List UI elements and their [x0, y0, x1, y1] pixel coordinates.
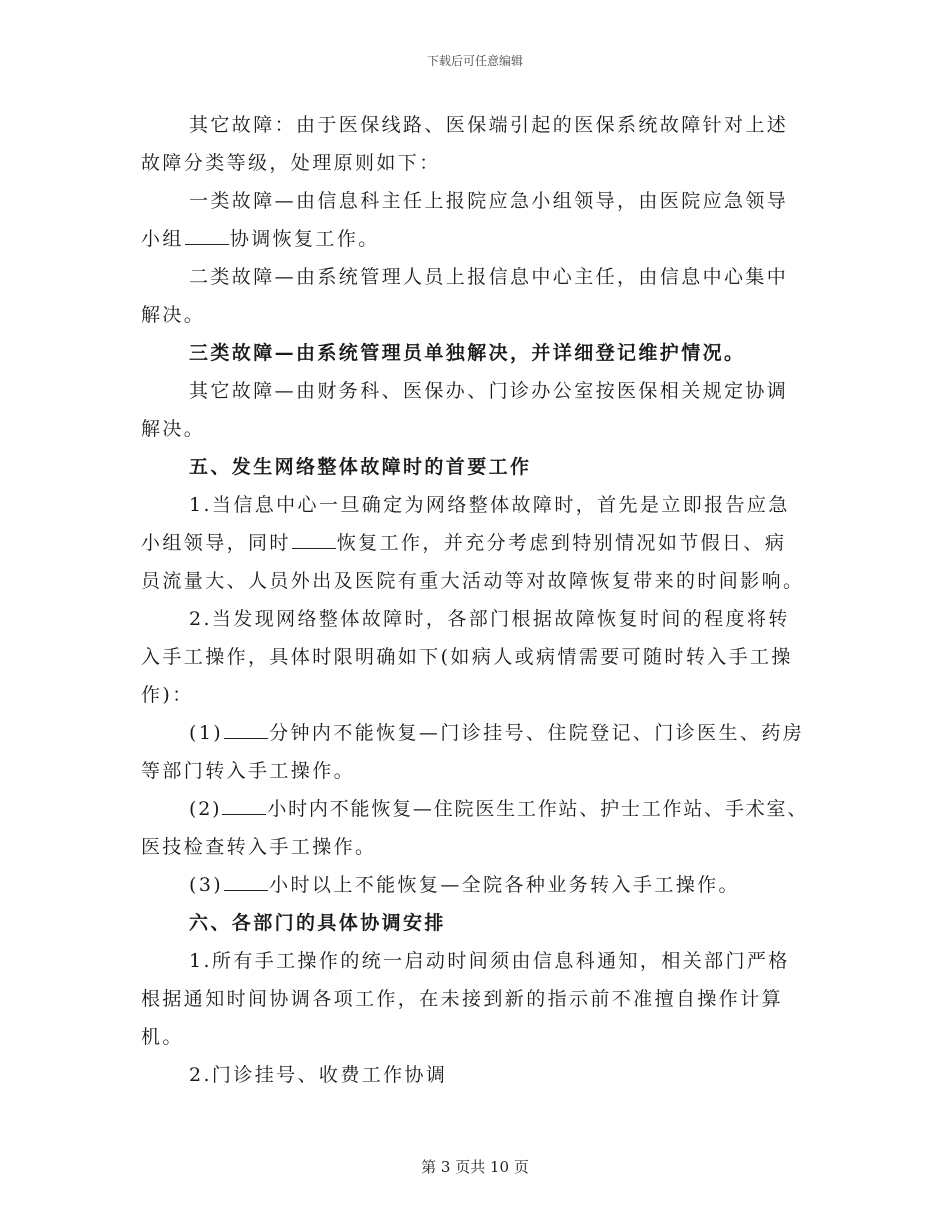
text-run: 协调恢复工作。 — [229, 228, 380, 250]
fill-blank — [224, 873, 268, 891]
paragraph-line: 故障分类等级，处理原则如下： — [141, 152, 441, 174]
paragraph-line: 二类故障—由系统管理人员上报信息中心主任，由信息中心集中 — [189, 266, 789, 288]
paragraph-line: 作)： — [141, 684, 194, 706]
bold-paragraph-line: 三类故障—由系统管理员单独解决，并详细登记维护情况。 — [189, 342, 746, 364]
paragraph-line: 其它故障—由财务科、医保办、门诊办公室按医保相关规定协调 — [189, 380, 789, 402]
paragraph-line: 根据通知时间协调各项工作，在未接到新的指示前不准擅自操作计算 — [141, 988, 784, 1010]
paragraph-line: 一类故障—由信息科主任上报院应急小组领导，由医院应急领导 — [189, 190, 789, 212]
fill-blank — [185, 227, 229, 245]
paragraph-line: 2.当发现网络整体故障时，各部门根据故障恢复时间的程度将转 — [189, 608, 790, 630]
paragraph-line — [189, 797, 808, 821]
paragraph-line: 其它故障：由于医保线路、医保端引起的医保系统故障针对上述 — [189, 114, 789, 136]
fill-blank — [292, 531, 336, 549]
paragraph-line: 等部门转入手工操作。 — [141, 760, 356, 782]
text-run: 小组领导，同时 — [141, 532, 291, 554]
paragraph-line: 医技检查转入手工操作。 — [141, 836, 377, 858]
text-run: 恢复工作，并充分考虑到特别情况如节假日、病 — [336, 532, 787, 554]
page-header: 下载后可任意编辑 — [426, 54, 523, 68]
paragraph-line: 1.所有手工操作的统一启动时间须由信息科通知，相关部门严格 — [189, 950, 790, 972]
paragraph-line: 员流量大、人员外出及医院有重大活动等对故障恢复带来的时间影响。 — [141, 570, 805, 592]
fill-blank — [222, 797, 266, 815]
list-number: (2) — [189, 798, 222, 820]
paragraph-line: 解决。 — [141, 418, 206, 440]
paragraph-line — [141, 227, 380, 251]
paragraph-line: 1.当信息中心一旦确定为网络整体故障时，首先是立即报告应急 — [189, 494, 790, 516]
page-footer: 第 3 页共 10 页 — [421, 1158, 529, 1176]
paragraph-line: 机。 — [141, 1026, 184, 1048]
text-run: 分钟内不能恢复—门诊挂号、住院登记、门诊医生、药房 — [269, 722, 805, 744]
paragraph-line: 解决。 — [141, 304, 206, 326]
text-run: 小组 — [141, 228, 184, 250]
text-run: 小时内不能恢复—住院医生工作站、护士工作站、手术室、 — [267, 798, 809, 820]
paragraph-line: 2.门诊挂号、收费工作协调 — [189, 1064, 448, 1086]
section-heading: 六、各部门的具体协调安排 — [189, 912, 446, 934]
list-number: (1) — [189, 722, 224, 744]
fill-blank — [224, 721, 268, 739]
paragraph-line: 入手工操作，具体时限明确如下(如病人或病情需要可随时转入手工操 — [141, 646, 793, 668]
section-heading: 五、发生网络整体故障时的首要工作 — [189, 456, 532, 478]
paragraph-line — [189, 873, 740, 897]
paragraph-line — [141, 531, 786, 555]
paragraph-line — [189, 721, 804, 745]
text-run: 小时以上不能恢复—全院各种业务转入手工操作。 — [269, 874, 740, 896]
list-number: (3) — [189, 874, 224, 896]
